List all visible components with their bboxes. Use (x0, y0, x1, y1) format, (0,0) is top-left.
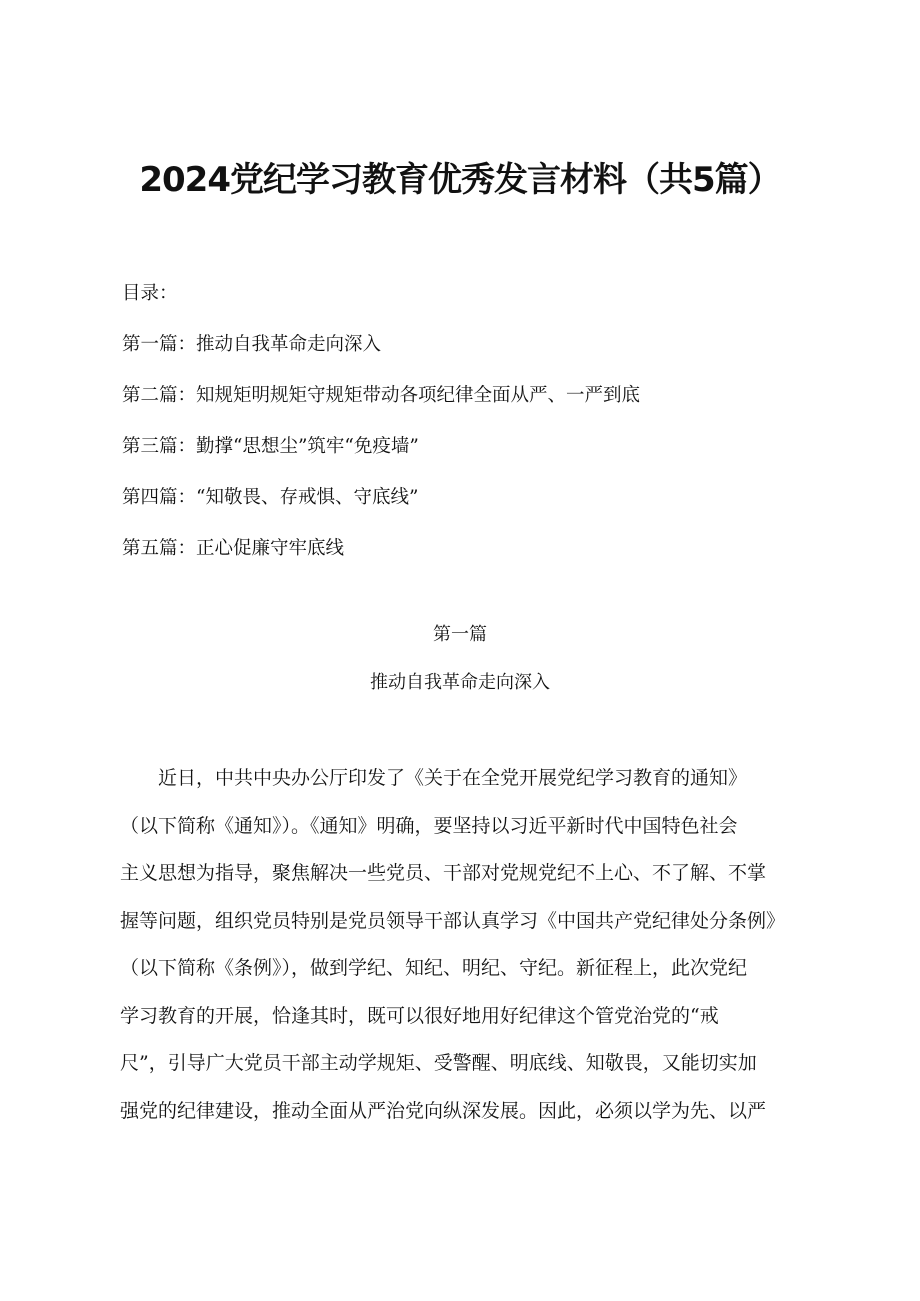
body-line: 主义思想为指导，聚焦解决一些党员、干部对党规党纪不上心、不了解、不掌 (120, 862, 767, 884)
body-line: 握等问题，组织党员特别是党员领导干部认真学习《中国共产党纪律处分条例》 (120, 909, 786, 932)
body-line: 学习教育的开展，恰逢其时，既可以很好地用好纪律这个管党治党的“戒 (120, 1004, 719, 1027)
toc-label: 目录： (122, 283, 178, 304)
toc-item: 第三篇：勤撑“思想尘”筑牢“免疫墙” (122, 436, 419, 457)
section-subtitle: 推动自我革命走向深入 (370, 672, 550, 693)
section-body (120, 755, 810, 1135)
toc-item: 第四篇：“知敬畏、存戒惧、守底线” (122, 487, 419, 508)
body-line: （以下简称《通知》）。《通知》明确，要坚持以习近平新时代中国特色社会 (120, 814, 738, 837)
toc-item: 第一篇：推动自我革命走向深入 (122, 334, 382, 355)
section-heading: 第一篇 (433, 624, 487, 645)
body-line: 近日，中共中央办公厅印发了《关于在全党开展党纪学习教育的通知》 (120, 767, 748, 789)
toc-item: 第二篇：知规矩明规矩守规矩带动各项纪律全面从严、一严到底 (122, 385, 641, 406)
table-of-contents (122, 268, 640, 574)
body-line: 强党的纪律建设，推动全面从严治党向纵深发展。因此，必须以学为先、以严 (120, 1099, 767, 1122)
document-title: 2024党纪学习教育优秀发言材料（共5篇） (139, 160, 781, 200)
toc-item: 第五篇：正心促廉守牢底线 (122, 538, 345, 559)
body-line: 尺”，引导广大党员干部主动学规矩、受警醒、明底线、知敬畏，又能切实加 (120, 1052, 757, 1074)
body-line: （以下简称《条例》），做到学纪、知纪、明纪、守纪。新征程上，此次党纪 (120, 957, 748, 979)
